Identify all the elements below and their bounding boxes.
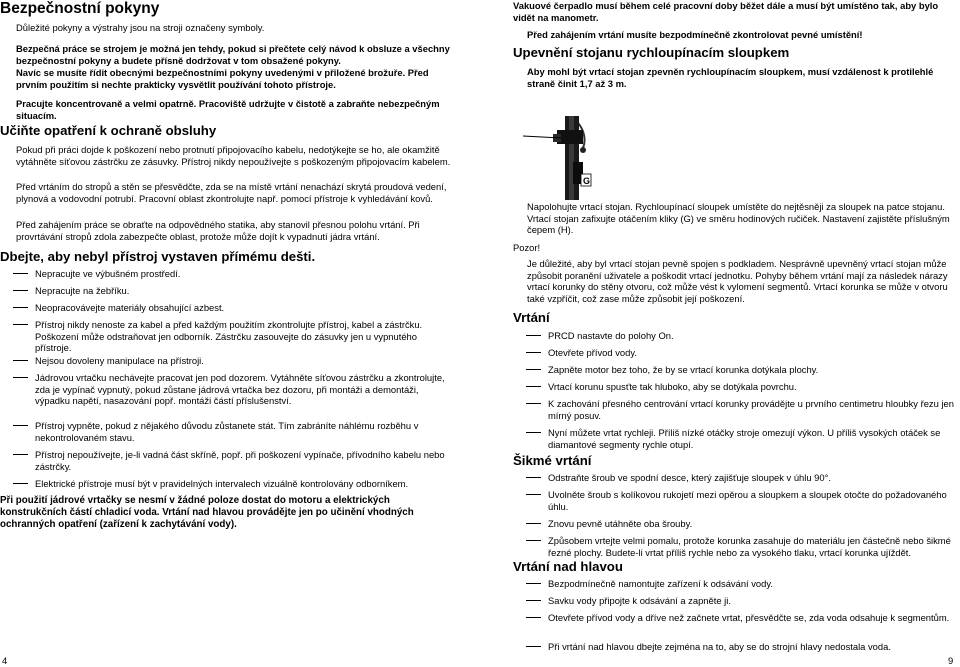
warning-label: Pozor! [513,242,541,253]
intro-text: Důležité pokyny a výstrahy jsou na stroji označeny symboly. [16,22,265,33]
list-item: Nepracujte na žebříku. [0,285,452,297]
section-heading: Vrtání [513,310,550,325]
list-item: Zapněte motor bez toho, že by se vrtací korunka dotýkala plochy. [513,364,955,376]
section-heading: Učiňte opatření k ochraně obsluhy [0,123,217,138]
list-item: Jádrovou vrtačku nechávejte pracovat jen pod dozorem. Vytáhněte síťovou zástrčku a zkontrolujte, zda je vypínač vypnutý, pokud zůstane jádrová vrtačka bez dozoru, při montáži a demontáži, výpadku napětí, nasazování popř. montáži částí příslušenství. [0,372,452,407]
figure-label-g: G [583,176,591,186]
list-item: Při vrtání nad hlavou dbejte zejména na to, aby se do strojní hlavy nedostala voda. [513,641,955,653]
list-item: Přístroj nikdy nenoste za kabel a před každým použitím zkontrolujte přístroj, kabel a zástrčku. Poškození může odstraňovat jen odborník. Zástrčku zasouvejte do zásuvky jen u vypnutého přístroje. [0,319,452,354]
list-item: Uvolněte šroub s kolíkovou rukojetí mezi opěrou a sloupkem a sloupek otočte do požadovaného úhlu. [513,489,955,512]
list-item: Nepracujte ve výbušném prostředí. [0,268,452,280]
list-item: Otevřete přívod vody. [513,347,955,359]
list-item: K zachování přesného centrování vrtací korunky provádějte u prvního centimetru hloubky řezu jen mírný posuv. [513,398,955,421]
page-number: 4 [2,655,8,666]
page-title: Bezpečnostní pokyny [0,0,160,17]
stand-crank-photo [513,116,599,200]
section-heading: Vrtání nad hlavou [513,559,623,574]
section-heading: Dbejte, aby nebyl přístroj vystaven přímému dešti. [0,249,316,264]
list-item: Neopracovávejte materiály obsahující azbest. [0,302,452,314]
list-item: PRCD nastavte do polohy On. [513,330,955,342]
list-item: Přístroj nepoužívejte, je-li vadná část skříně, popř. při poškození vypínače, přívodního kabelu nebo zástrčky. [0,449,452,472]
body-paragraph: Pokud při práci dojde k poškození nebo protnutí připojovacího kabelu, nedotýkejte se ho, ale okamžitě vytáhněte síťovou zástrčku ze zásuvky. Přístroj nikdy nepoužívejte s poškozeným připojovacím kabelem. [16,144,451,167]
list-item: Otevřete přívod vody a dříve než začnete vrtat, přesvědčte se, zda voda odsahuje k segmentům. [513,612,955,624]
list-item: Vrtací korunu spusťte tak hluboko, aby se dotýkala povrchu. [513,381,955,393]
list-item: Způsobem vrtejte velmi pomalu, protože korunka zasahuje do materiálu jen částečně nebo šikmé řezné plochy. Budete-li vrtat příliš rychle nebo za vysokého tlaku, vrtací korunka ujíždět. [513,535,955,558]
list-item: Nejsou dovoleny manipulace na přístroji. [0,355,452,367]
bold-paragraph: Aby mohl být vrtací stojan zpevněn rychloupínacím sloupkem, musí vzdálenost k protilehlé straně činit 1,7 až 3 m. [527,66,934,89]
list-item: Přístroj vypněte, pokud z nějakého důvodu zůstanete stát. Tím zabráníte náhlému rozběhu v nekontrolovaném stavu. [0,420,452,443]
bold-paragraph: Před zahájením vrtání musíte bezpodmínečně zkontrolovat pevné umístění! [527,29,863,40]
list-item: Nyní můžete vrtat rychleji. Příliš nízké otáčky stroje omezují výkon. U příliš vysokých otáček se diamantové segmenty rychle otupí. [513,427,955,450]
body-paragraph: Napolohujte vrtací stojan. Rychloupínací sloupek umístěte do nejtěsněji za sloupek na patce stojanu. Vrtací stojan zafixujte otáčením kliky (G) ve směru hodinových ručiček. Nastavení zajistěte příslušným čepem (H). [527,201,950,236]
page-number: 9 [948,655,954,666]
body-paragraph: Před vrtáním do stropů a stěn se přesvědčte, zda se na místě vrtání nenachází skrytá proudová vedení, plynová a vodovodní potrubí. Pracovní oblast zkontrolujte např. pomocí přístroje k vyhledávání kovů. [16,181,447,204]
list-item: Savku vody připojte k odsávání a zapněte ji. [513,595,955,607]
section-heading: Šikmé vrtání [513,453,592,468]
list-item: Odstraňte šroub ve spodní desce, který zajišťuje sloupek v úhlu 90°. [513,472,955,484]
body-paragraph: Před zahájením práce se obraťte na odpovědného statika, aby stanovil přesnou polohu vrtání. Při provrtávání stropů zdola zabezpečte oblast, protože může dojít k vypadnutí jádra vrtání. [16,219,420,242]
bold-paragraph: Bezpečná práce se strojem je možná jen tehdy, pokud si přečtete celý návod k obsluze a všechny bezpečnostní pokyny a budete přísně dodržovat v tom obsažené pokyny. [16,43,450,66]
warning-paragraph: Je důležité, aby byl vrtací stojan pevně spojen s podkladem. Nesprávně upevněný vrtací stojan může způsobit poranění uživatele a poškodit vrtací jednotku. Pohyby během vrtání mají za následek nárazy vrtací korunky do stěny otvoru, což může vést k vylomení segmentů. Vrtací korunka se může v otvoru také vzpříčit, což zase může způsobit její poškození. [527,258,948,304]
list-item: Bezpodmínečně namontujte zařízení k odsávání vody. [513,578,955,590]
list-item: Znovu pevně utáhněte oba šrouby. [513,518,955,530]
closing-bold-paragraph: Při použití jádrové vrtačky se nesmí v žádné poloze dostat do motoru a elektrických konstrukčních částí chladicí voda. Vrtání nad hlavou provádějte jen po učinění vhodných ochranných opatření (zařízení k zachytávání vody). [0,495,414,530]
list-item: Elektrické přístroje musí být v pravidelných intervalech vizuálně kontrolovány odborníkem. [0,478,452,490]
section-heading: Upevnění stojanu rychloupínacím sloupkem [513,45,790,60]
bold-paragraph: Pracujte koncentrovaně a velmi opatrně. Pracoviště udržujte v čistotě a zabraňte nebezpečným situacím. [16,98,440,121]
stand-crank-illustration [513,116,599,200]
bold-paragraph: Navíc se musíte řídit obecnými bezpečnostními pokyny uvedenými v přiložené brožuře. Před prvním použitím si nechte prakticky vysvětlit používání tohoto přístroje. [16,67,429,90]
bold-paragraph: Vakuové čerpadlo musí během celé pracovní doby běžet dále a musí být umístěno tak, aby bylo vidět na manometr. [513,0,939,23]
